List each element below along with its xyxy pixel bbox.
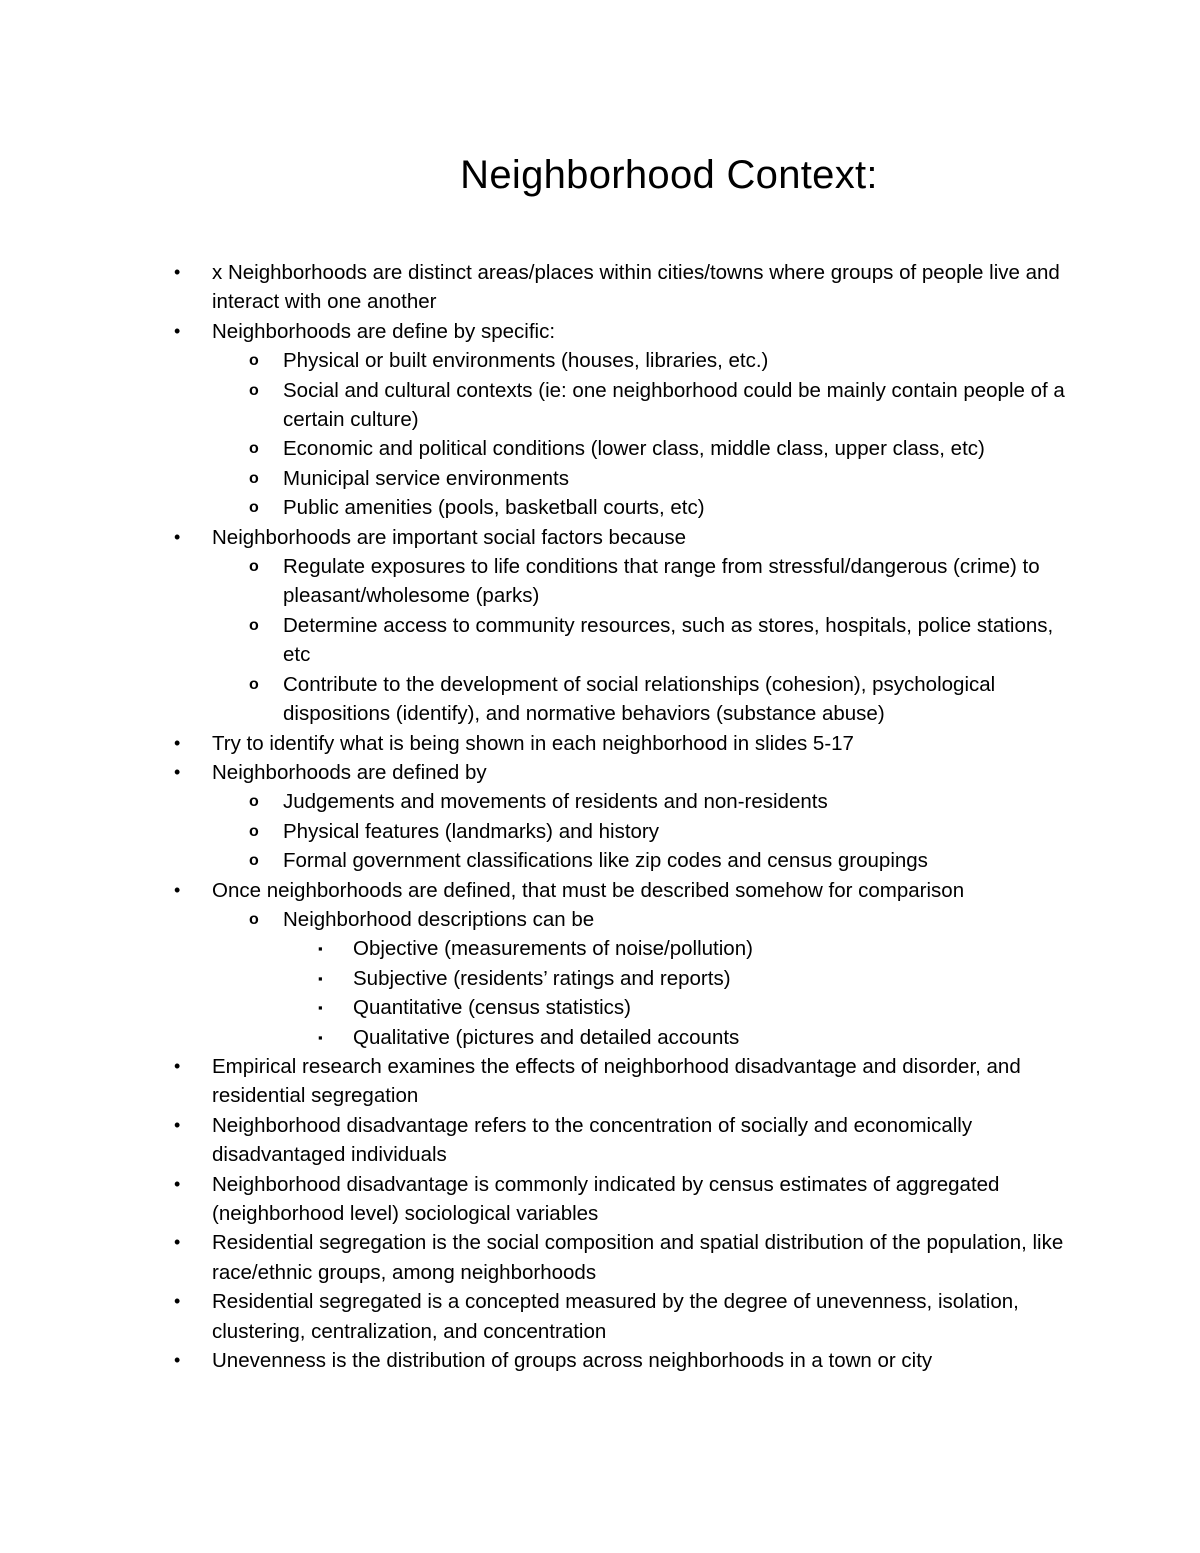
document-title: Neighborhood Context: [460,153,878,197]
list-item-level-3 [0,1023,1073,1052]
list-item-text: Neighborhood disadvantage refers to the concentration of socially and economically disadvantaged individuals [212,1113,973,1167]
list-item-level-2 [0,846,1073,875]
bullet-marker-icon: ▪ [318,1000,323,1016]
bullet-marker-icon: ▪ [318,1029,323,1045]
list-item-text: Quantitative (census statistics) [353,996,631,1020]
list-item-text: Formal government classifications like zip codes and census groupings [283,849,928,873]
list-item-text: Physical or built environments (houses, libraries, etc.) [283,349,769,373]
list-item-text: Contribute to the development of social relationships (cohesion), psychological dispositions (identify), and normative behaviors (substance abuse) [283,672,996,726]
bullet-marker-icon: ▪ [318,970,323,986]
list-item-text: Neighborhoods are define by specific: [212,319,556,343]
bullet-marker-icon: • [174,1350,181,1371]
list-item-level-2 [0,787,1073,816]
list-item-text: Residential segregation is the social composition and spatial distribution of the population, like race/ethnic groups, among neighborhoods [212,1231,1064,1284]
bullet-marker-icon: o [249,469,259,487]
bullet-marker-icon: • [174,262,181,282]
list-item-level-1 [0,1170,1072,1229]
bullet-marker-icon: • [174,1173,181,1194]
list-item-level-1 [0,258,1072,317]
bullet-marker-icon: • [174,1291,181,1312]
list-item-level-2 [0,611,1073,670]
bullet-marker-icon: o [249,499,259,517]
list-item-level-3 [0,934,1073,963]
list-item-text: Economic and political conditions (lower class, middle class, upper class, etc) [283,437,985,461]
list-item-level-1 [0,317,1072,346]
list-item-text: Neighborhoods are defined by [212,760,487,784]
list-item-text: Regulate exposures to life conditions that range from stressful/dangerous (crime) to pleasant/wholesome (parks) [283,555,1040,608]
list-item-text: Public amenities (pools, basketball courts, etc) [283,496,705,520]
list-item-level-1 [0,729,1072,758]
list-item-text: Social and cultural contexts (ie: one neighborhood could be mainly contain people of a certain culture) [283,378,1065,432]
bullet-marker-icon: • [174,879,181,900]
list-item-level-3 [0,993,1073,1022]
list-item-text: Municipal service environments [283,466,569,490]
bullet-marker-icon: • [174,732,181,753]
list-item-text: Once neighborhoods are defined, that must be described somehow for comparison [212,878,965,902]
list-item-level-2 [0,552,1073,611]
bullet-marker-icon: o [249,822,259,840]
list-item-level-1 [0,1287,1072,1346]
bullet-marker-icon: o [249,616,259,634]
list-item-text: Objective (measurements of noise/pollution) [353,937,753,961]
list-item-text: Neighborhoods are important social factors because [212,525,687,549]
list-item-text: Unevenness is the distribution of groups across neighborhoods in a town or city [212,1349,933,1373]
list-item-level-1 [0,876,1072,905]
bullet-marker-icon: o [249,558,259,576]
list-item-level-2 [0,493,1073,522]
bullet-marker-icon: ▪ [318,941,323,957]
list-item-level-3 [0,964,1073,993]
list-item-level-1 [0,1228,1072,1287]
bullet-marker-icon: o [249,381,259,399]
list-item-text: Neighborhood descriptions can be [283,907,595,931]
list-item-text: Determine access to community resources, such as stores, hospitals, police stations, etc [283,613,1054,667]
list-item-text: Subjective (residents’ ratings and reports) [353,966,731,990]
list-item-text: Physical features (landmarks) and history [283,819,659,843]
list-item-text: Try to identify what is being shown in each neighborhood in slides 5-17 [212,731,854,755]
list-item-level-1 [0,523,1072,552]
list-item-level-2 [0,434,1073,463]
list-item-level-2 [0,670,1073,729]
bullet-marker-icon: • [174,526,181,547]
bullet-marker-icon: o [249,440,259,458]
bullet-marker-icon: o [249,352,259,370]
list-item-level-1 [0,1111,1072,1170]
list-item-text: Empirical research examines the effects of neighborhood disadvantage and disorder, and residential segregation [212,1054,1021,1108]
bullet-marker-icon: o [249,793,259,811]
list-item-text: Qualitative (pictures and detailed accounts [353,1025,740,1049]
list-item-text: Neighborhood disadvantage is commonly indicated by census estimates of aggregated (neighborhood level) sociological variables [212,1172,1000,1225]
list-item-text: Judgements and movements of residents and non-residents [283,790,828,814]
bullet-marker-icon: • [174,1114,181,1135]
bullet-list [0,258,1200,1375]
bullet-marker-icon: o [249,852,259,870]
bullet-marker-icon: • [174,1232,181,1253]
bullet-marker-icon: • [174,761,181,782]
list-item-level-2 [0,464,1073,493]
bullet-marker-icon: • [174,1055,181,1076]
list-item-text: Residential segregated is a concepted measured by the degree of unevenness, isolation, clustering, centralization, and concentration [212,1290,1019,1343]
list-item-level-2 [0,346,1073,375]
bullet-marker-icon: o [249,675,259,693]
list-item-level-1 [0,1346,1072,1375]
bullet-marker-icon: • [174,320,181,341]
list-item-level-2 [0,817,1073,846]
list-item-level-2 [0,376,1073,435]
list-item-level-1 [0,1052,1072,1111]
list-item-level-1 [0,758,1072,787]
list-item-level-2 [0,905,1073,934]
bullet-marker-icon: o [249,910,259,928]
list-item-text: x Neighborhoods are distinct areas/places within cities/towns where groups of people live and interact with one another [212,261,1060,314]
